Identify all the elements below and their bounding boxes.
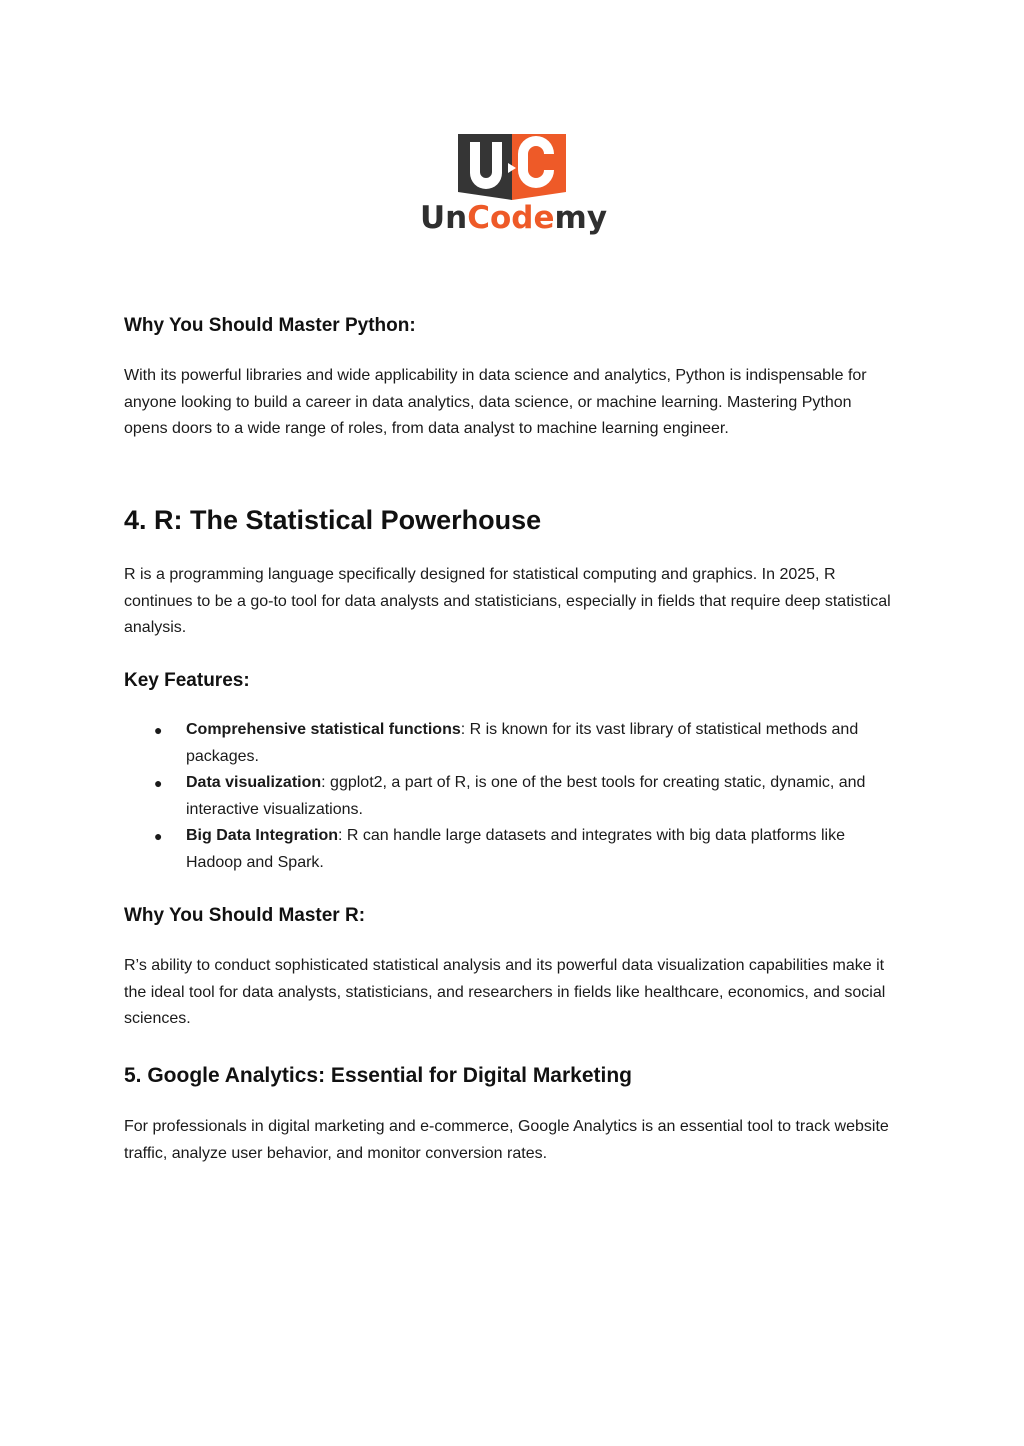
r-intro-paragraph: R is a programming language specifically designed for statistical computing and graphics. In 2025, R continues to be a go-to tool for data analysts and statisticians, especially in fields that require deep statistical analysis.	[124, 566, 891, 636]
wordmark-code: Code	[467, 200, 555, 236]
r-section-heading: 4. R: The Statistical Powerhouse	[124, 505, 542, 535]
wordmark-my: my	[554, 200, 608, 236]
feature-term: Comprehensive statistical functions	[186, 721, 461, 738]
r-why-heading: Why You Should Master R:	[124, 905, 366, 926]
list-item	[124, 717, 896, 770]
python-why-paragraph: With its powerful libraries and wide applicability in data science and analytics, Python is indispensable for anyone looking to build a career in data analytics, data science, or machine learning. Mastering Python opens doors to a wide range of roles, from data analyst to machine learning engineer.	[124, 367, 867, 437]
feature-term: Big Data Integration	[186, 827, 339, 844]
key-features-list	[124, 717, 904, 876]
uc-logo-mark-icon	[456, 130, 568, 200]
bullet-icon: ●	[154, 722, 163, 738]
feature-description: : ggplot2, a part of R, is one of the best tools for creating static, dynamic, and interactive visualizations.	[186, 774, 866, 818]
uncodemy-wordmark	[420, 198, 608, 238]
feature-term: Data visualization	[186, 774, 322, 791]
google-analytics-intro-paragraph: For professionals in digital marketing and e-commerce, Google Analytics is an essential tool to track website traffic, analyze user behavior, and monitor conversion rates.	[124, 1118, 889, 1162]
feature-description: : R can handle large datasets and integrates with big data platforms like Hadoop and Spark.	[186, 827, 845, 871]
uncodemy-logo	[420, 128, 608, 240]
key-features-heading: Key Features:	[124, 670, 250, 691]
list-item	[124, 770, 896, 823]
list-item	[124, 823, 896, 876]
python-why-heading: Why You Should Master Python:	[124, 315, 416, 336]
feature-description: : R is known for its vast library of statistical methods and packages.	[186, 721, 859, 765]
bullet-icon: ●	[154, 775, 163, 791]
r-why-paragraph: R’s ability to conduct sophisticated statistical analysis and its powerful data visualization capabilities make it the ideal tool for data analysts, statisticians, and researchers in fields like healthcare, economics, and social sciences.	[124, 957, 886, 1027]
google-analytics-heading: 5. Google Analytics: Essential for Digital Marketing	[124, 1064, 632, 1087]
wordmark-un: Un	[420, 200, 468, 236]
bullet-icon: ●	[154, 828, 163, 844]
